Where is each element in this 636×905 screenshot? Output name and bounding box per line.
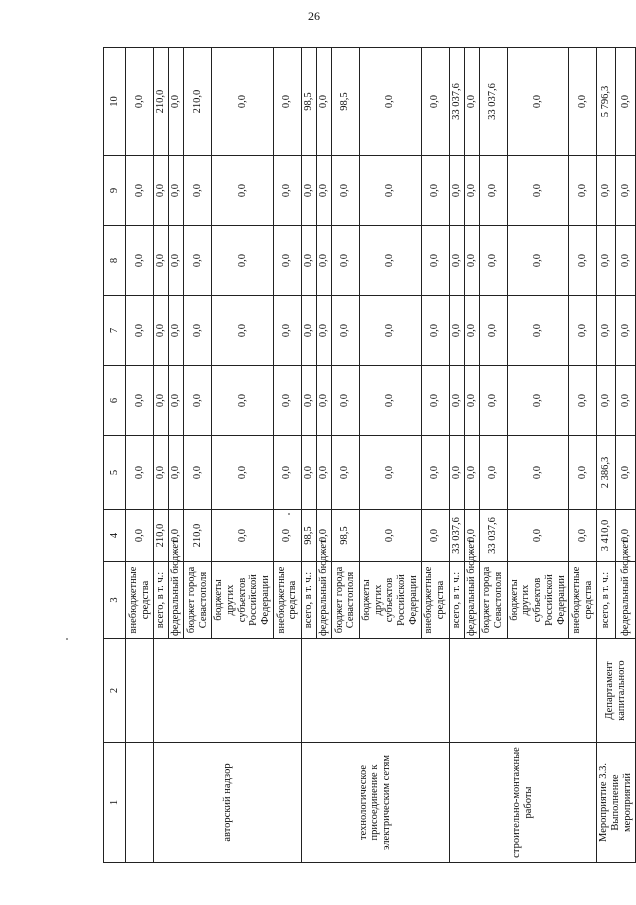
cell-value: 0,0 [184, 226, 212, 296]
cell-value: 210,0 [184, 510, 212, 562]
cell-source: бюджеты других субъектов Российской Федерации [359, 562, 421, 639]
cell-value: 0,0 [331, 436, 359, 510]
cell-value: 0,0 [616, 156, 635, 226]
cell-value: 0,0 [154, 156, 169, 226]
cell-value: 0,0 [169, 156, 184, 226]
cell-value: 0,0 [449, 156, 464, 226]
cell-value: 0,0 [464, 296, 479, 366]
cell-value: 0,0 [597, 366, 616, 436]
header-cell: 6 [104, 366, 126, 436]
rotated-table-wrapper [103, 48, 633, 863]
cell-value: 0,0 [212, 226, 274, 296]
cell-value: 0,0 [421, 226, 449, 296]
cell-value: 0,0 [212, 366, 274, 436]
cell-value: 0,0 [212, 156, 274, 226]
cell-value: 0,0 [359, 156, 421, 226]
cell-value: 0,0 [273, 296, 301, 366]
cell-value: 3 410,0 [597, 510, 616, 562]
cell-value: 0,0 [597, 226, 616, 296]
cell-value: 33 037,6 [479, 48, 507, 156]
cell-value: 0,0 [273, 226, 301, 296]
cell-value: 98,5 [331, 48, 359, 156]
cell-value: 0,0 [479, 366, 507, 436]
activity-construction-works: строительно-монтажные работы [449, 743, 597, 863]
cell-value: 0,0 [154, 366, 169, 436]
cell-source: всего, в т. ч.: [597, 562, 616, 639]
cell-source: федеральный бюджет [464, 562, 479, 639]
cell-value: 0,0 [154, 296, 169, 366]
cell-value: 0,0 [616, 226, 635, 296]
cell-value: 0,0 [569, 296, 597, 366]
cell-value: 0,0 [169, 226, 184, 296]
cell-source: всего, в т. ч.: [301, 562, 316, 639]
cell-value: 0,0 [331, 366, 359, 436]
cell-value: 0,0 [421, 296, 449, 366]
cell-value: 0,0 [507, 226, 569, 296]
activity-3-3: Мероприятие 3.3. Выполнение мероприятий [597, 743, 635, 863]
cell-value: 0,0 [597, 296, 616, 366]
cell-value: 0,0 [169, 296, 184, 366]
cell-value: 0,0 [616, 510, 635, 562]
cell-source: внебюджетные средства [126, 562, 154, 639]
cell-value: 33 037,6 [449, 48, 464, 156]
cell-value: 0,0 [449, 226, 464, 296]
cell-value: 0,0 [184, 156, 212, 226]
cell-value: 0,0 [126, 510, 154, 562]
cell-value: 0,0 [169, 436, 184, 510]
header-cell: 1 [104, 743, 126, 863]
cell-value: 0,0 [569, 366, 597, 436]
cell-value: 0,0 [616, 436, 635, 510]
header-cell: 2 [104, 639, 126, 743]
cell-source: бюджет города Севастополя [331, 562, 359, 639]
cell-source: внебюджетные средства [421, 562, 449, 639]
table-row [126, 48, 154, 863]
scan-speck [66, 638, 68, 640]
cell-value: 0,0 [616, 296, 635, 366]
header-row [104, 48, 126, 863]
cell-value: 0,0 [273, 156, 301, 226]
table-row [597, 48, 616, 863]
cell-value: 0,0 [507, 156, 569, 226]
cell-value: 0,0 [154, 226, 169, 296]
cell-source: внебюджетные средства [569, 562, 597, 639]
header-cell: 8 [104, 226, 126, 296]
cell-source: федеральный бюджет [316, 562, 331, 639]
cell-source: всего, в т. ч.: [154, 562, 169, 639]
cell-value: 0,0 [479, 226, 507, 296]
cell-executor [126, 639, 154, 743]
cell-value: 2 386,3 [597, 436, 616, 510]
cell-source: внебюджетные средства [273, 562, 301, 639]
cell-value: 0,0 [316, 48, 331, 156]
cell-value: 0,0 [359, 366, 421, 436]
cell-value: 0,0 [464, 48, 479, 156]
cell-value: 0,0 [316, 510, 331, 562]
cell-value: 0,0 [507, 296, 569, 366]
header-cell: 10 [104, 48, 126, 156]
cell-value: 0,0 [301, 156, 316, 226]
cell-value: 0,0 [316, 436, 331, 510]
cell-value: 0,0 [126, 436, 154, 510]
table-row [449, 48, 464, 863]
cell-value: 0,0 [301, 366, 316, 436]
cell-value: 0,0 [479, 296, 507, 366]
cell-source: бюджеты других субъектов Российской Федерации [212, 562, 274, 639]
header-cell: 7 [104, 296, 126, 366]
cell-value: 0,0 [421, 436, 449, 510]
cell-value: 0,0 [569, 48, 597, 156]
cell-value: 33 037,6 [449, 510, 464, 562]
page-number: 26 [308, 9, 320, 23]
cell-source: всего, в т. ч.: [449, 562, 464, 639]
cell-value: 0,0 [331, 156, 359, 226]
header-cell: 4 [104, 510, 126, 562]
header-cell: 9 [104, 156, 126, 226]
activity-grid-connection: технологическое присоединение к электрическим сетям [301, 743, 449, 863]
cell-value: 0,0 [169, 366, 184, 436]
executor-department: Департамент капитального [597, 639, 635, 743]
cell-value: 210,0 [184, 48, 212, 156]
cell-value: 0,0 [421, 366, 449, 436]
cell-value: 0,0 [464, 226, 479, 296]
cell-value: 210,0 [154, 48, 169, 156]
financing-table [103, 47, 636, 863]
table-row [301, 48, 316, 863]
cell-value: 0,0 [212, 510, 274, 562]
cell-source: федеральный бюджет [169, 562, 184, 639]
cell-source: федеральный бюджет [616, 562, 635, 639]
cell-value: 0,0 [126, 156, 154, 226]
cell-value: 0,0 [126, 296, 154, 366]
cell-value: 33 037,6 [479, 510, 507, 562]
cell-value: 0,0 [449, 296, 464, 366]
cell-value: 0,0 [359, 296, 421, 366]
cell-value: 0,0 [479, 156, 507, 226]
cell-value: 0,0 [421, 48, 449, 156]
cell-value: 0,0 [449, 436, 464, 510]
cell-value: 0,0 [316, 226, 331, 296]
cell-value: 5 796,3 [597, 48, 616, 156]
cell-value: 0,0 [569, 226, 597, 296]
cell-value: 0,0 [359, 226, 421, 296]
cell-value: 0,0 [184, 296, 212, 366]
cell-value: 0,0 [316, 366, 331, 436]
cell-activity [126, 743, 154, 863]
cell-value: 0,0 [273, 48, 301, 156]
cell-value: 0,0 [184, 366, 212, 436]
cell-value: 0,0 [597, 156, 616, 226]
cell-value: 0,0 [421, 510, 449, 562]
cell-value: 0,0 [616, 366, 635, 436]
cell-value: 0,0 [359, 510, 421, 562]
cell-value: 0,0 [184, 436, 212, 510]
activity-designer-supervision: авторский надзор [154, 743, 302, 863]
cell-value: 0,0 [464, 156, 479, 226]
cell-value: 210,0 [154, 510, 169, 562]
cell-value: 0,0 [507, 48, 569, 156]
cell-value: 0,0 [212, 48, 274, 156]
cell-value: 0,0 [507, 436, 569, 510]
cell-value: 0,0 [479, 436, 507, 510]
cell-value: 0,0 [301, 296, 316, 366]
cell-value: 0,0 [273, 510, 301, 562]
cell-value: 98,5 [301, 48, 316, 156]
cell-value: 0,0 [359, 48, 421, 156]
cell-value: 0,0 [464, 510, 479, 562]
cell-value: 0,0 [316, 296, 331, 366]
cell-value: 0,0 [301, 436, 316, 510]
cell-value: 0,0 [569, 436, 597, 510]
cell-value: 0,0 [212, 436, 274, 510]
cell-value: 0,0 [169, 48, 184, 156]
cell-value: 0,0 [273, 436, 301, 510]
cell-value: 0,0 [273, 366, 301, 436]
cell-source: бюджет города Севастополя [479, 562, 507, 639]
cell-value: 0,0 [421, 156, 449, 226]
cell-value: 0,0 [449, 366, 464, 436]
cell-value: 0,0 [154, 436, 169, 510]
cell-value: 0,0 [464, 366, 479, 436]
cell-executor [449, 639, 597, 743]
cell-value: 0,0 [331, 296, 359, 366]
cell-value: 98,5 [301, 510, 316, 562]
cell-value: 0,0 [569, 156, 597, 226]
cell-value: 0,0 [507, 510, 569, 562]
cell-executor [154, 639, 302, 743]
cell-value: 0,0 [126, 48, 154, 156]
cell-value: 0,0 [212, 296, 274, 366]
cell-value: 0,0 [507, 366, 569, 436]
cell-source: бюджеты других субъектов Российской Федерации [507, 562, 569, 639]
cell-value: 0,0 [316, 156, 331, 226]
header-cell: 5 [104, 436, 126, 510]
cell-value: 98,5 [331, 510, 359, 562]
cell-executor [301, 639, 449, 743]
cell-value: 0,0 [169, 510, 184, 562]
cell-value: 0,0 [359, 436, 421, 510]
cell-value: 0,0 [126, 366, 154, 436]
cell-value: 0,0 [126, 226, 154, 296]
header-cell: 3 [104, 562, 126, 639]
table-row [154, 48, 169, 863]
cell-source: бюджет города Севастополя [184, 562, 212, 639]
cell-value: 0,0 [301, 226, 316, 296]
cell-value: 0,0 [616, 48, 635, 156]
cell-value: 0,0 [569, 510, 597, 562]
cell-value: 0,0 [464, 436, 479, 510]
cell-value: 0,0 [331, 226, 359, 296]
scan-speck [288, 513, 290, 515]
